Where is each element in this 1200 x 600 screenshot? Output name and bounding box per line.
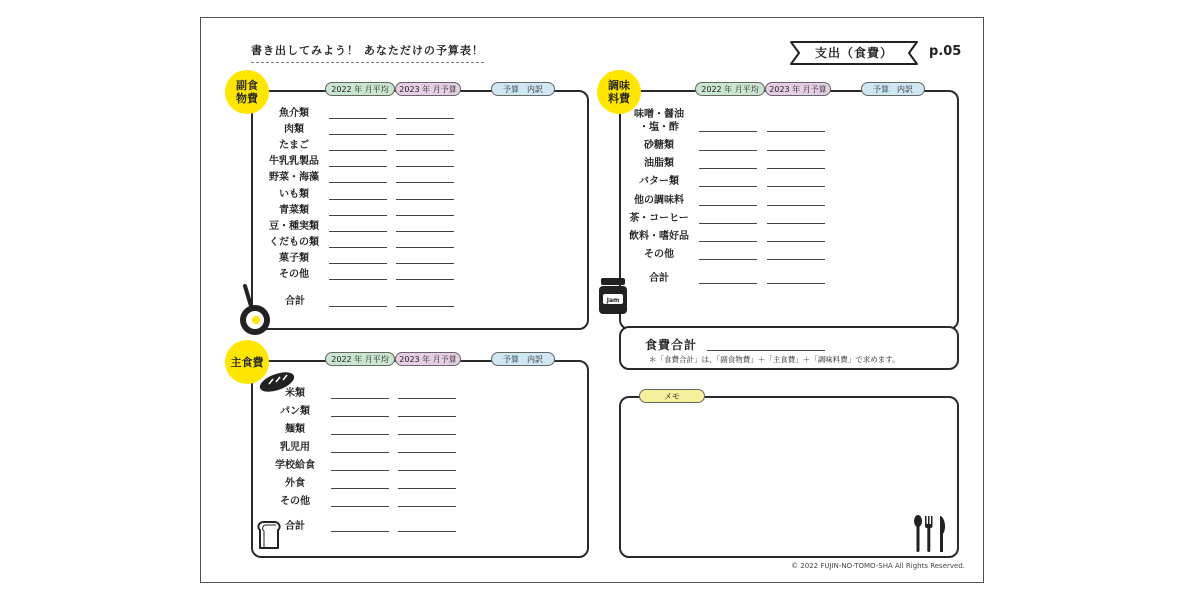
staple-item-2023-blank[interactable] [398,488,456,489]
bread-slice-icon [257,520,281,550]
seasoning-title-line1: 調味 [608,79,630,92]
staple-item-label: 米類 [285,388,305,399]
section-title: 支出（食費） [814,46,893,60]
staple-item-2022-blank[interactable] [331,416,389,417]
side-dish-item-label: たまご [279,140,309,152]
side-dish-item-2022-blank[interactable] [329,182,387,183]
side-dish-item-2022-blank[interactable] [329,263,387,264]
side-dish-item-2022-blank[interactable] [329,215,387,216]
side-dish-item-2022-blank[interactable] [329,247,387,248]
side-dish-item-2023-blank[interactable] [396,263,454,264]
side-dish-item-2022-blank[interactable] [329,231,387,232]
staple-item-2023-blank[interactable] [398,452,456,453]
seasoning-item-2023-blank[interactable] [767,168,825,169]
seasoning-item1-line2: ・塩・酢 [639,122,679,133]
seasoning-item-2022-blank[interactable] [699,150,757,151]
frying-pan-egg-icon [231,284,275,336]
jam-jar-icon [597,276,629,316]
seasoning-item-2023-blank[interactable] [767,241,825,242]
staple-item-2023-blank[interactable] [398,434,456,435]
seasoning-item-2022-blank[interactable] [699,259,757,260]
seasoning-item-label: 油脂類 [644,158,674,170]
side-dish-item-2022-blank[interactable] [329,118,387,119]
seasoning-item-2023-blank[interactable] [767,259,825,260]
staple-item-2022-blank[interactable] [331,488,389,489]
side-dish-item-2023-blank[interactable] [396,166,454,167]
seasoning-item-label: バター類 [639,176,679,188]
side-dish-item-label: 魚介類 [279,108,309,119]
seasoning-item-2022-blank[interactable] [699,205,757,206]
side-dish-item-label: くだもの類 [269,236,319,248]
food-total-blank[interactable] [707,350,825,351]
side-dish-item-label: 野菜・海藻 [269,172,319,184]
side-dish-item-label: 牛乳乳製品 [269,156,319,168]
seasoning-col-2022: 2022 年 月平均 [695,82,765,96]
side-dish-item-2022-blank[interactable] [329,150,387,151]
staple-item-2022-blank[interactable] [331,506,389,507]
side-dish-item-2023-blank[interactable] [396,279,454,280]
seasoning-item-2023-blank[interactable] [767,205,825,206]
side-dish-item-label: 肉類 [284,124,304,136]
side-dish-item-label: いも類 [279,188,309,200]
staple-item-label: 麺類 [285,424,305,435]
side-dish-item-label: 豆・種実類 [269,220,319,232]
staple-total-2023-blank[interactable] [398,531,456,532]
food-total-note: ＊「食費合計」は、「副食物費」＋「主食費」＋「調味料費」で求めます。 [649,355,900,364]
side-dish-title-line1: 副食 [236,79,258,92]
staple-item-label: パン類 [280,406,310,417]
side-dish-item-label: その他 [279,269,309,280]
side-dish-total-2023-blank[interactable] [396,306,454,307]
side-dish-col-2023: 2023 年 月予算 [395,82,461,96]
side-dish-item-label: 青菜類 [279,204,309,216]
side-dish-item-2023-blank[interactable] [396,215,454,216]
staple-item-label: その他 [280,496,310,507]
seasoning-item-label: 他の調味料 [634,194,684,206]
staple-item-2023-blank[interactable] [398,398,456,399]
staple-title-badge [225,340,269,384]
side-dish-col-2022: 2022 年 月平均 [325,82,395,96]
seasoning-total-label: 合計 [649,273,669,284]
seasoning-col-2023: 2023 年 月予算 [765,82,831,96]
staple-item-2023-blank[interactable] [398,506,456,507]
staple-item-2022-blank[interactable] [331,398,389,399]
seasoning-title-badge [597,70,641,114]
staple-item-2022-blank[interactable] [331,452,389,453]
seasoning-title-line2: 料費 [608,92,630,105]
seasoning-total-2022-blank[interactable] [699,283,757,284]
memo-writing-area[interactable] [625,410,911,550]
seasoning-item-label: 飲料・嗜好品 [629,231,689,242]
seasoning-item-2022-blank[interactable] [699,131,757,132]
seasoning-item-label: 茶・コーヒー [629,212,689,224]
side-dish-item-2023-blank[interactable] [396,150,454,151]
seasoning-item-2023-blank[interactable] [767,131,825,132]
side-dish-item-label: 菓子類 [279,252,309,264]
seasoning-item-2022-blank[interactable] [699,186,757,187]
seasoning-item-2023-blank[interactable] [767,150,825,151]
page-number: p.05 [929,44,962,59]
side-dish-item-2023-blank[interactable] [396,199,454,200]
seasoning-item-label: その他 [644,249,674,261]
staple-col-2023: 2023 年 月予算 [395,352,461,366]
memo-label: メモ [639,389,705,403]
side-dish-total-label: 合計 [285,296,305,307]
copyright-notice: © 2022 FUJIN-NO-TOMO-SHA All Rights Reserved. [791,562,965,570]
staple-col-breakdown: 予算 内訳 [491,352,555,366]
budget-worksheet-page [200,17,984,583]
staple-item-label: 学校給食 [275,460,315,471]
seasoning-item1-line1: 味噌・醤油 [634,109,684,120]
side-dish-item-2022-blank[interactable] [329,199,387,200]
seasoning-item-2022-blank[interactable] [699,241,757,242]
side-dish-title-badge [225,70,269,114]
seasoning-col-breakdown: 予算 内訳 [861,82,925,96]
cutlery-icon [911,514,951,554]
side-dish-title-line2: 物費 [236,92,258,105]
seasoning-item-2022-blank[interactable] [699,223,757,224]
seasoning-item-label: 砂糖類 [644,140,674,151]
side-dish-col-breakdown: 予算 内訳 [491,82,555,96]
side-dish-item-2023-blank[interactable] [396,118,454,119]
side-dish-item-2022-blank[interactable] [329,166,387,167]
staple-title: 主食費 [230,355,264,369]
side-dish-item-2023-blank[interactable] [396,231,454,232]
staple-item-2022-blank[interactable] [331,470,389,471]
staple-total-label: 合計 [285,521,305,532]
seasoning-item-label [619,108,699,134]
staple-item-2022-blank[interactable] [331,434,389,435]
side-dish-item-2023-blank[interactable] [396,182,454,183]
staple-col-2022: 2022 年 月平均 [325,352,395,366]
page-headline: 書き出してみよう！ あなただけの予算表！ [251,42,484,63]
food-total-title: 食費合計 [645,338,698,352]
seasoning-item-2023-blank[interactable] [767,223,825,224]
side-dish-item-2023-blank[interactable] [396,134,454,135]
staple-item-label: 乳児用 [280,442,310,453]
seasoning-total-2023-blank[interactable] [767,283,825,284]
jam-label: Jam [606,297,620,304]
staple-item-2023-blank[interactable] [398,470,456,471]
side-dish-item-2022-blank[interactable] [329,279,387,280]
staple-item-label: 外食 [285,478,305,489]
side-dish-item-2022-blank[interactable] [329,134,387,135]
side-dish-item-2023-blank[interactable] [396,247,454,248]
staple-total-2022-blank[interactable] [331,531,389,532]
seasoning-item-2022-blank[interactable] [699,168,757,169]
staple-item-2023-blank[interactable] [398,416,456,417]
side-dish-total-2022-blank[interactable] [329,306,387,307]
seasoning-item-2023-blank[interactable] [767,186,825,187]
